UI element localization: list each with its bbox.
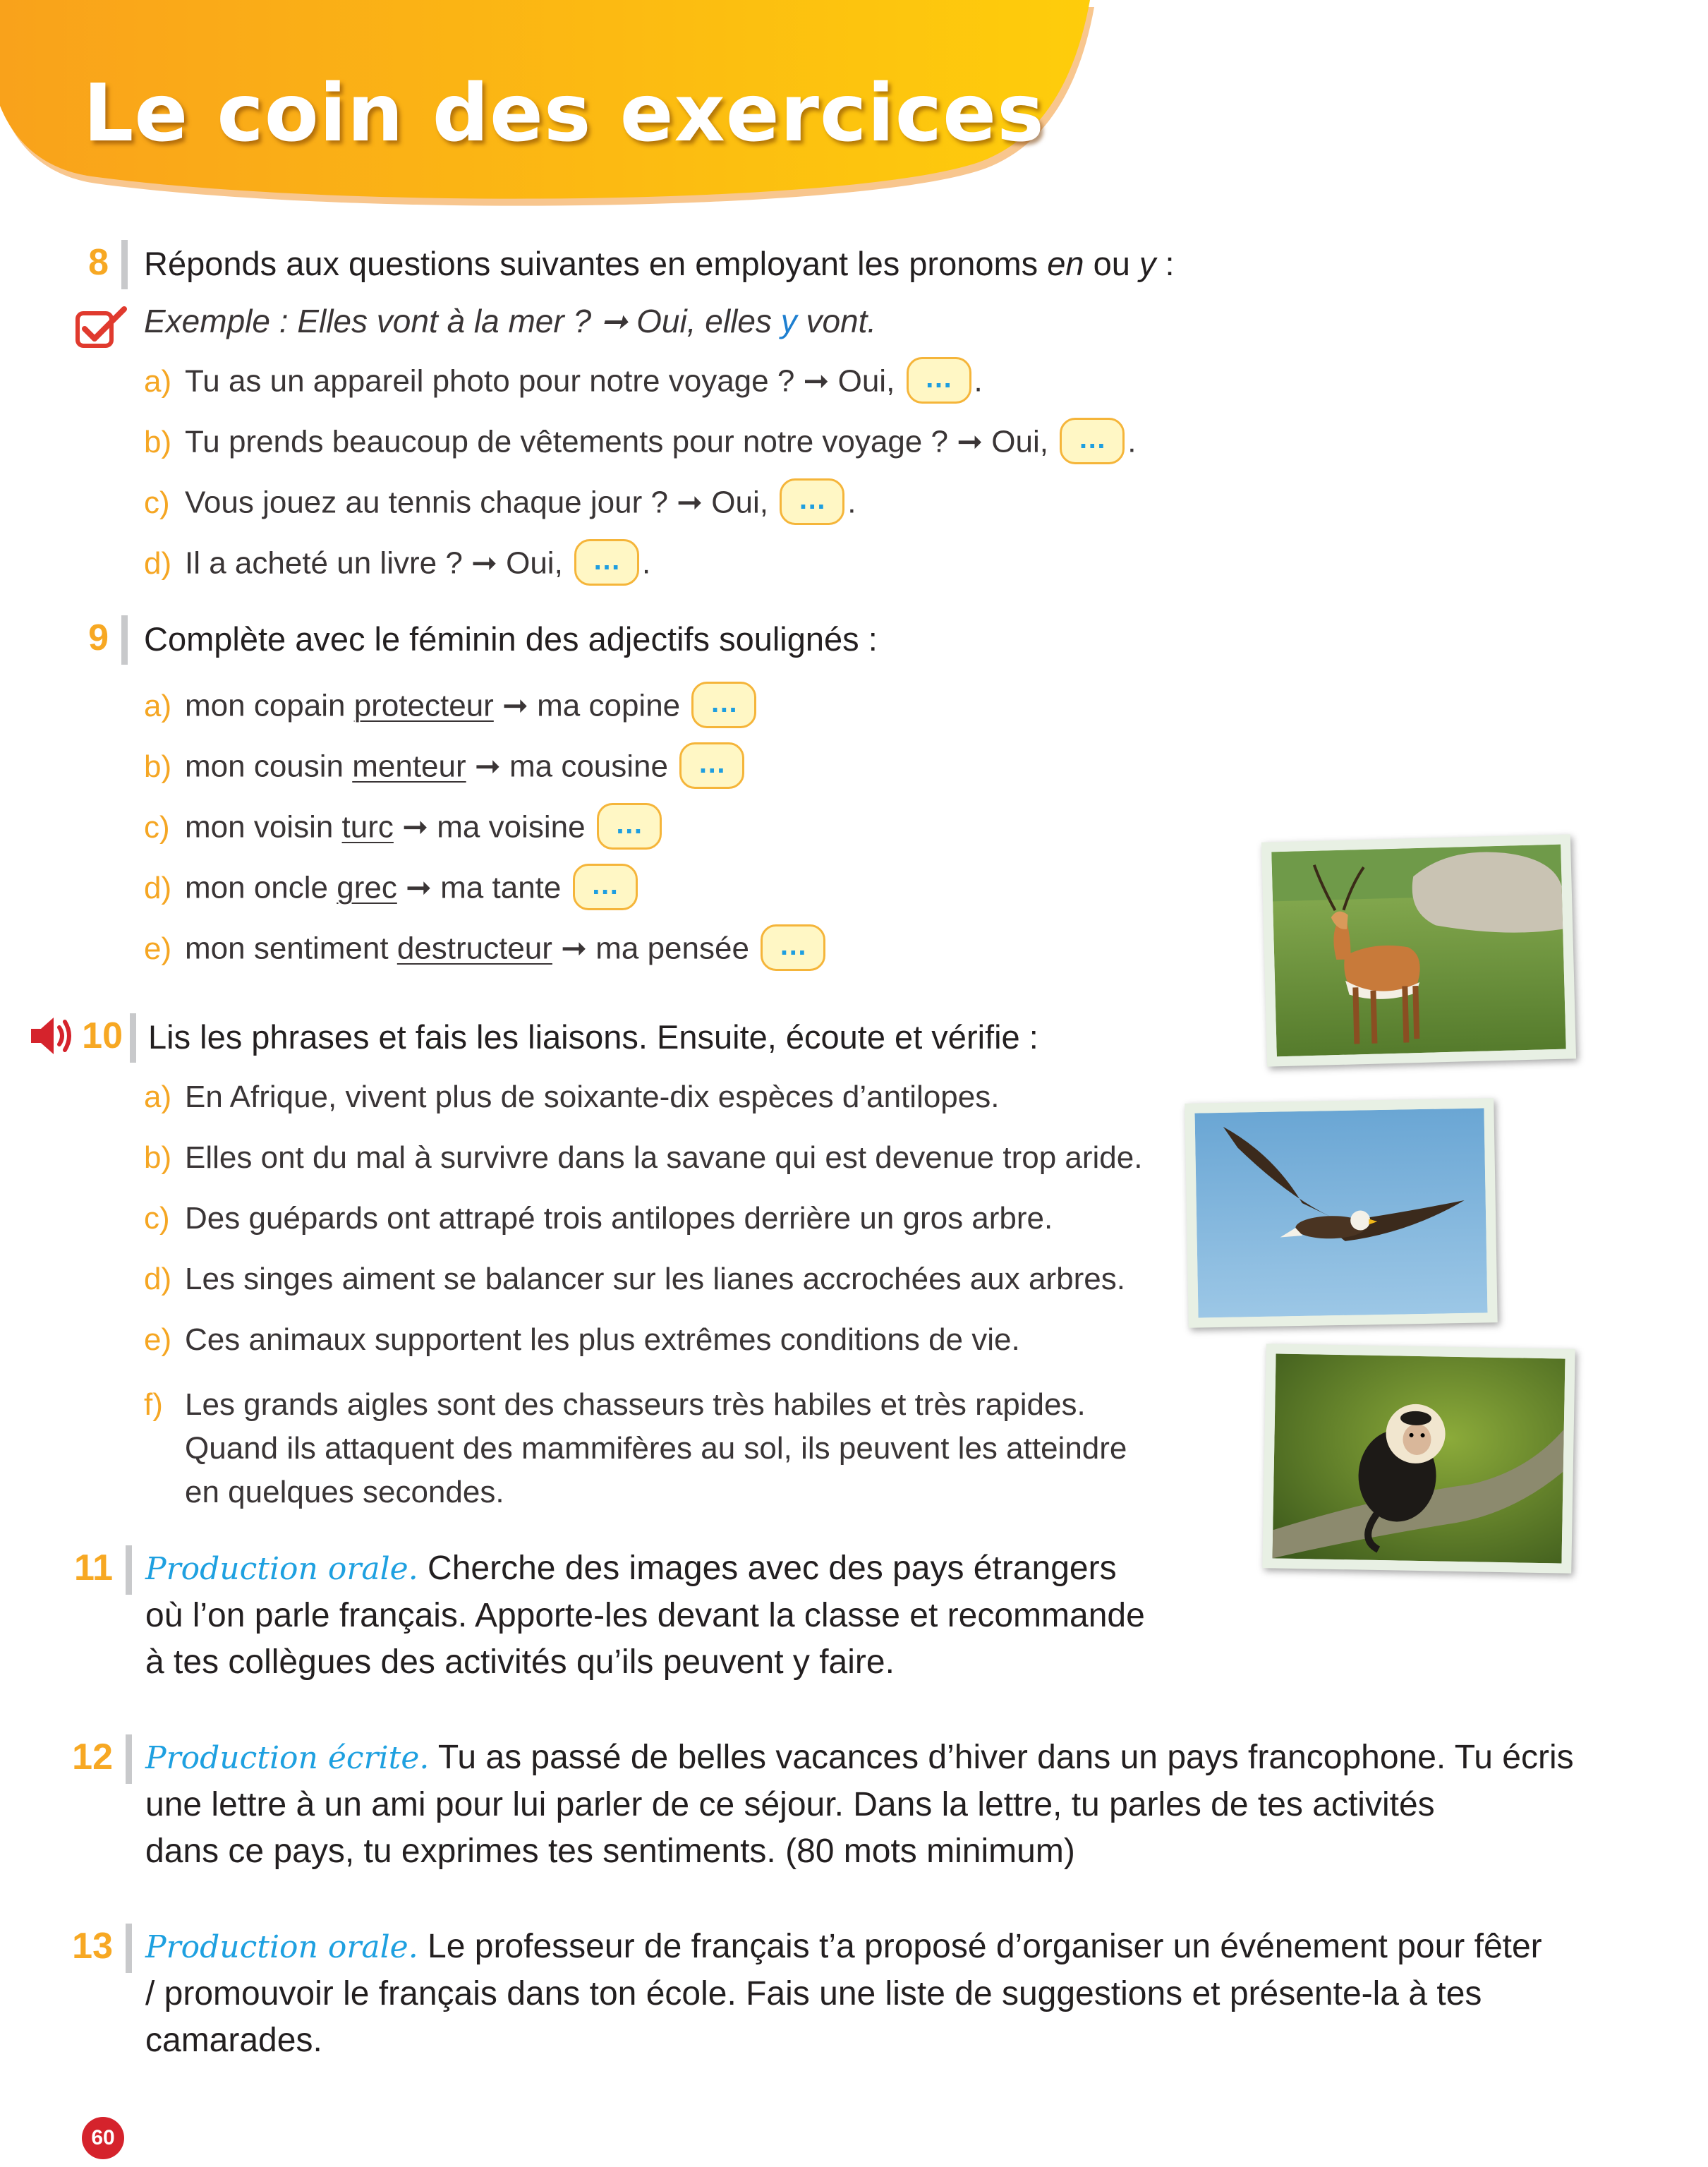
answer-blank[interactable]: …: [907, 357, 971, 404]
list-item: c) Des guépards ont attrapé trois antilopes derrière un gros arbre.: [144, 1201, 1053, 1236]
page-title: Le coin des exercices: [83, 68, 1045, 159]
answer-blank[interactable]: …: [1060, 418, 1125, 464]
list-item: c) Vous jouez au tennis chaque jour ? ➞ Oui, … .: [144, 481, 856, 528]
list-item: b) mon cousin menteur ➞ ma cousine …: [144, 745, 747, 792]
list-item: c) mon voisin turc ➞ ma voisine …: [144, 806, 665, 852]
list-item: d) Les singes aiment se balancer sur les lianes accrochées aux arbres.: [144, 1262, 1125, 1296]
example-check-icon: [75, 305, 128, 350]
exercise-instruction: Complète avec le féminin des adjectifs soulignés :: [144, 620, 878, 658]
production-label: Production orale.: [145, 1929, 418, 1965]
list-item: b) Elles ont du mal à survivre dans la savane qui est devenue trop aride.: [144, 1140, 1143, 1175]
exercise-number: 11: [74, 1547, 113, 1588]
exercise-number: 8: [88, 242, 109, 283]
list-item: a) En Afrique, vivent plus de soixante-dix espèces d’antilopes.: [144, 1080, 1000, 1114]
list-item: d) Il a acheté un livre ? ➞ Oui, … .: [144, 542, 650, 588]
exercise-number: 12: [72, 1737, 113, 1777]
list-item: f) Les grands aigles sont des chasseurs très habiles et très rapides. Quand ils attaquent des mammifères au sol, ils peuvent les atteindre en quelques secondes.: [144, 1387, 1127, 1509]
exercise-divider: [126, 1924, 132, 1973]
answer-blank[interactable]: …: [761, 924, 825, 971]
example-sentence: Exemple : Elles vont à la mer ? ➞ Oui, elles y vont.: [144, 303, 877, 339]
answer-blank[interactable]: …: [780, 478, 844, 525]
exercise-number: 13: [72, 1926, 113, 1967]
exercise-divider: [121, 615, 128, 665]
exercise-paragraph: Production orale. Le professeur de français t’a proposé d’organiser un événement pour fêter / promouvoir le français dans ton école. Fais une liste de suggestions et présente-la à tes camarades.: [145, 1928, 1542, 2059]
exercise-number: 9: [88, 617, 109, 658]
answer-blank[interactable]: …: [574, 539, 639, 586]
eagle-photo: [1185, 1098, 1497, 1328]
answer-blank[interactable]: …: [597, 803, 662, 850]
exercise-instruction: Réponds aux questions suivantes en employant les pronoms en ou y :: [144, 245, 1175, 282]
production-label: Production écrite.: [145, 1740, 430, 1776]
exercise-divider: [130, 1013, 136, 1063]
exercise-divider: [126, 1545, 132, 1595]
list-item: b) Tu prends beaucoup de vêtements pour notre voyage ? ➞ Oui, … .: [144, 421, 1136, 467]
exercise-number: 10: [82, 1015, 123, 1056]
exercise-paragraph: Production orale. Cherche des images avec des pays étrangers où l’on parle français. Apporte-les devant la classe et recommande à tes collègues des activités qu’ils peuvent y faire.: [145, 1550, 1145, 1681]
exercise-instruction: Lis les phrases et fais les liaisons. Ensuite, écoute et vérifie :: [148, 1018, 1038, 1056]
answer-blank[interactable]: …: [679, 742, 744, 789]
list-item: e) mon sentiment destructeur ➞ ma pensée …: [144, 927, 828, 974]
monkey-photo: [1262, 1344, 1575, 1574]
exercise-divider: [121, 240, 128, 289]
answer-blank[interactable]: …: [573, 864, 638, 910]
exercise-divider: [126, 1734, 132, 1784]
list-item: a) Tu as un appareil photo pour notre voyage ? ➞ Oui, … .: [144, 360, 983, 406]
page-number: 60: [82, 2117, 124, 2159]
list-item: a) mon copain protecteur ➞ ma copine …: [144, 684, 759, 731]
antelope-photo: [1261, 834, 1576, 1066]
list-item: d) mon oncle grec ➞ ma tante …: [144, 867, 641, 913]
exercise-paragraph: Production écrite. Tu as passé de belles vacances d’hiver dans un pays francophone. Tu écris une lettre à un ami pour lui parler de ce séjour. Dans la lettre, tu parles de tes activités dans ce pays, tu exprimes tes sentiments. (80 mots minimum): [145, 1739, 1574, 1870]
list-item: e) Ces animaux supportent les plus extrêmes conditions de vie.: [144, 1322, 1020, 1357]
answer-blank[interactable]: …: [691, 682, 756, 728]
production-label: Production orale.: [145, 1551, 418, 1587]
